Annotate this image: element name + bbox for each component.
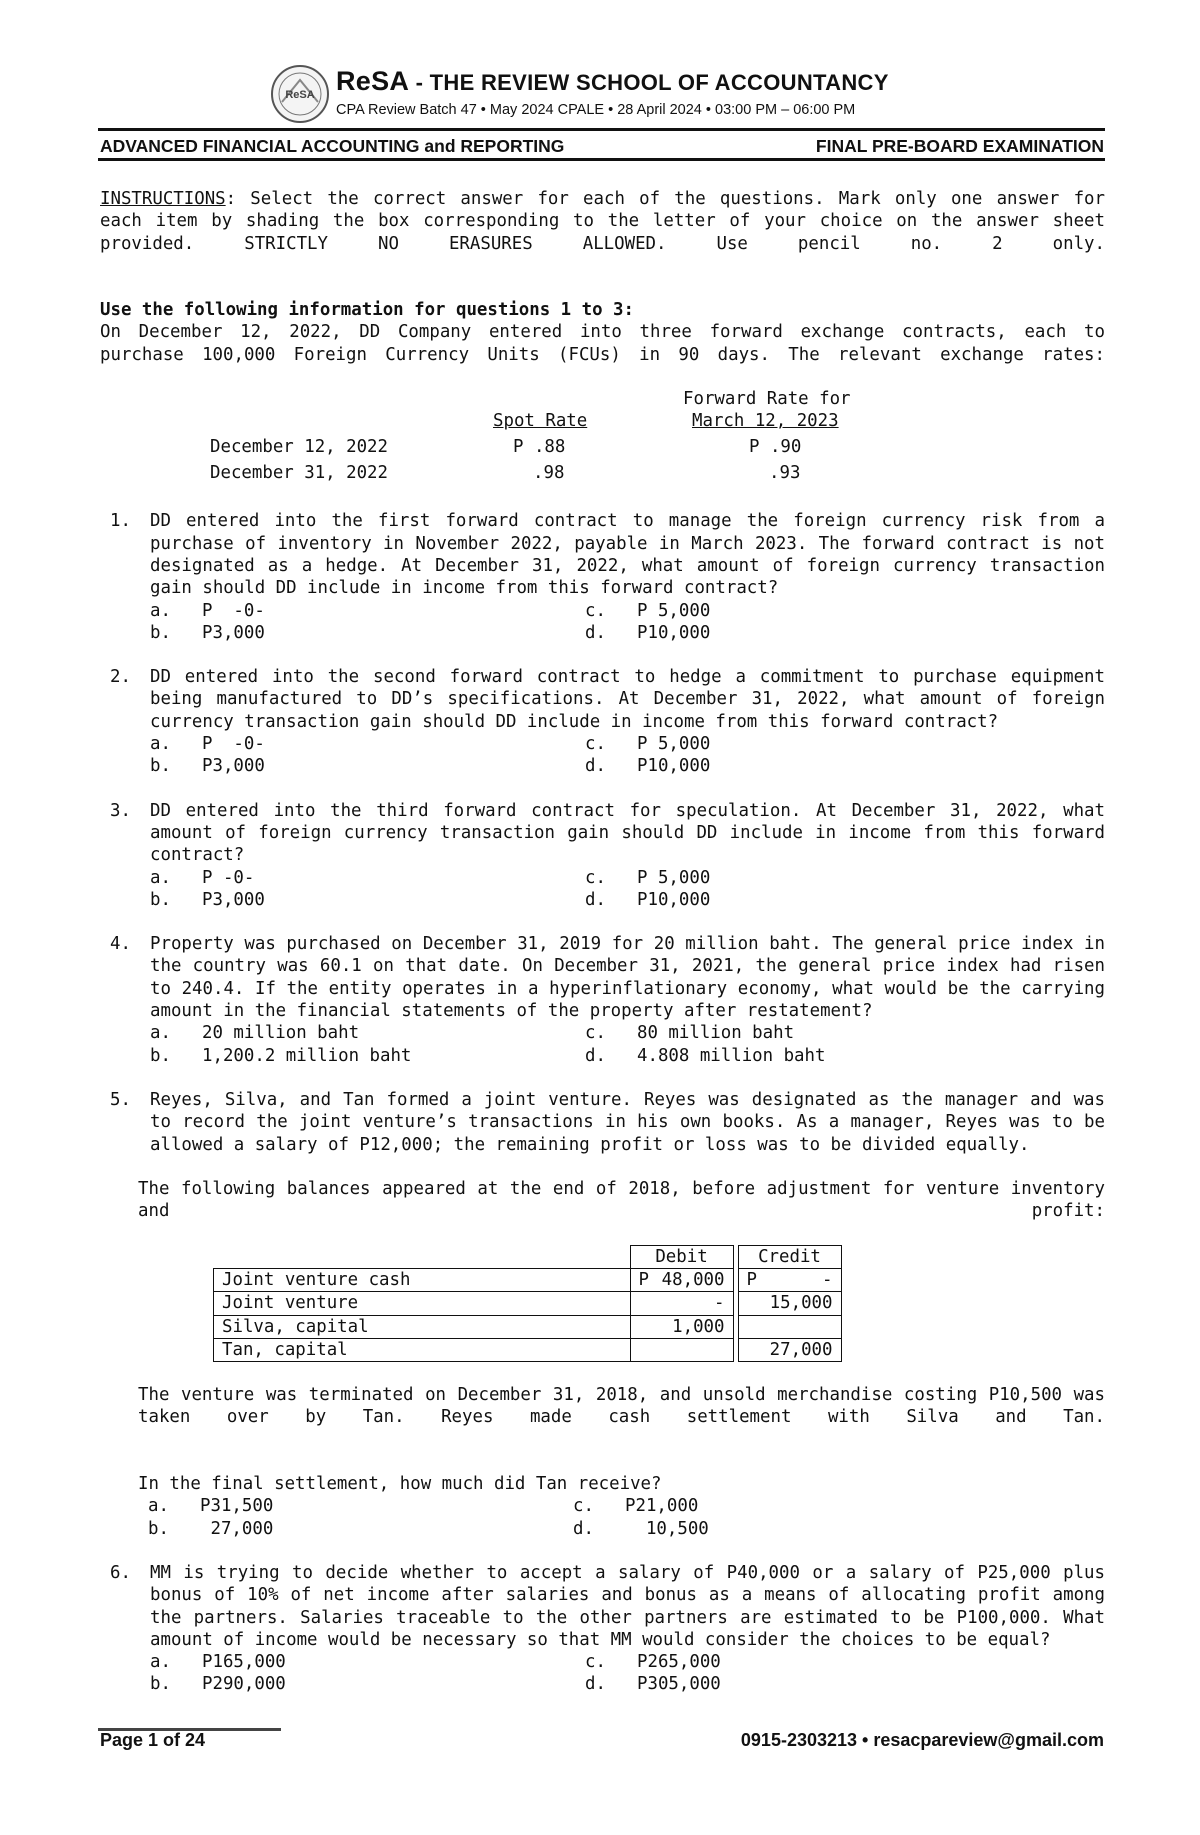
- page-number: Page 1 of 24: [100, 1730, 206, 1750]
- col-debit: Debit: [630, 1245, 733, 1268]
- answer-options: [150, 1651, 1105, 1696]
- balances-intro: The following balances appeared at the end of 2018, before adjustment for venture inventory and profit:: [138, 1178, 1105, 1222]
- option-b[interactable]: b. 27,000: [148, 1518, 274, 1539]
- logo-text: ReSA: [285, 89, 315, 101]
- question-text: Reyes, Silva, and Tan formed a joint venture. Reyes was designated as the manager and was to record the joint venture’s transactions in his own books. As a manager, Reyes was to be allowed a salary of P12,000; the remaining profit or loss was to be divided equally.: [150, 1089, 1105, 1155]
- question-text: DD entered into the second forward contract to hedge a commitment to purchase equipment being manufactured to DD’s specifications. At December 31, 2022, what amount of foreign currency transaction gain should DD include in income from this forward contract?: [150, 667, 1105, 732]
- table-row: Silva, capital 1,000: [214, 1315, 842, 1338]
- header-rule-bottom: [98, 158, 1105, 161]
- answer-options: [150, 867, 1105, 912]
- option-c[interactable]: c. P265,000: [585, 1652, 721, 1673]
- rate-row-spot: .98: [533, 463, 565, 484]
- option-a[interactable]: a. P -0-: [150, 734, 265, 755]
- question-number: 6.: [110, 1562, 131, 1583]
- subject-title: ADVANCED FINANCIAL ACCOUNTING and REPORTING: [100, 136, 565, 156]
- info-text: On December 12, 2022, DD Company entered into three forward exchange contracts, each to purchase 100,000 Foreign Currency Units (FCUs) in 90 days. The relevant exchange rates:: [100, 322, 1105, 365]
- answer-options: [150, 1022, 1105, 1067]
- answer-options: [148, 1495, 1105, 1540]
- option-c[interactable]: c. P 5,000: [585, 600, 711, 621]
- header-rule-top: [98, 128, 1105, 131]
- school-name: ReSA - THE REVIEW SCHOOL OF ACCOUNTANCY: [336, 66, 889, 96]
- question-number: 3.: [110, 800, 131, 821]
- question-6: [100, 1562, 1105, 1696]
- rate-row-forward: P .90: [749, 437, 802, 458]
- instructions: INSTRUCTIONS: Select the correct answer for each of the questions. Mark only one answer for each item by shading the box corresponding to the letter of your choice on the answer sheet provided. STRICTLY NO ERASURES ALLOWED. Use pencil no. 2 only.: [100, 189, 1105, 254]
- option-a[interactable]: a. 20 million baht: [150, 1023, 360, 1044]
- exam-content: [100, 188, 1105, 1696]
- option-b[interactable]: b. P3,000: [150, 756, 265, 777]
- question-text: DD entered into the first forward contract to manage the foreign currency risk from a purchase of inventory in November 2022, payable in March 2023. The forward contract is not designated as a hedge. At December 31, 2022, what amount of foreign currency transaction gain should DD include in income from this forward contract?: [150, 511, 1105, 599]
- question-text: MM is trying to decide whether to accept a salary of P40,000 or a salary of P25,000 plus bonus of 10% of net income after salaries and bonus as a means of allocating profit among the partners. Salaries traceable to the other partners are estimated to be P100,000. What amount of income would be necessary so that MM would consider the choices to be equal?: [150, 1562, 1105, 1650]
- info-heading: Use the following information for questions 1 to 3:: [100, 300, 634, 321]
- question-5-details: [100, 1178, 1105, 1540]
- col-forward-rate: March 12, 2023: [692, 411, 839, 432]
- option-a[interactable]: a. P165,000: [150, 1652, 286, 1673]
- question-4: [100, 933, 1105, 1067]
- option-b[interactable]: b. P3,000: [150, 622, 265, 643]
- option-c[interactable]: c. 80 million baht: [585, 1023, 795, 1044]
- termination-text: The venture was terminated on December 31, 2018, and unsold merchandise costing P10,500 was taken over by Tan. Reyes made cash settlement with Silva and Tan.: [138, 1385, 1105, 1428]
- option-d[interactable]: d. P10,000: [585, 756, 711, 777]
- option-a[interactable]: a. P31,500: [148, 1496, 274, 1517]
- option-b[interactable]: b. P290,000: [150, 1674, 286, 1695]
- question-text: Property was purchased on December 31, 2019 for 20 million baht. The general price index in the country was 60.1 on that date. On December 31, 2021, the general price index had risen to 240.4. If the entity operates in a hyperinflationary economy, what would be the carrying amount in the financial statements of the property after restatement?: [150, 934, 1105, 1022]
- option-d[interactable]: d. 10,500: [573, 1518, 709, 1539]
- table-row: Joint venture - 15,000: [214, 1292, 842, 1315]
- question-number: 1.: [110, 511, 131, 532]
- table-row: Tan, capital 27,000: [214, 1338, 842, 1361]
- question-number: 4.: [110, 934, 131, 955]
- option-a[interactable]: a. P -0-: [150, 867, 255, 888]
- contact-info: 0915-2303213 • resacpareview@gmail.com: [740, 1730, 1104, 1750]
- table-row: Joint venture cash P 48,000 P -: [214, 1268, 842, 1291]
- question-5: [100, 1089, 1105, 1156]
- col-spot-rate: Spot Rate: [493, 411, 588, 432]
- question-number: 2.: [110, 667, 131, 688]
- question-text: DD entered into the third forward contract for speculation. At December 31, 2022, what amount of foreign currency transaction gain should DD include in income from this forward contract?: [150, 800, 1105, 866]
- option-d[interactable]: d. P305,000: [585, 1674, 721, 1695]
- exam-title: FINAL PRE-BOARD EXAMINATION: [815, 136, 1104, 156]
- option-b[interactable]: b. P3,000: [150, 889, 265, 910]
- question-2: [100, 666, 1105, 777]
- option-d[interactable]: d. P10,000: [585, 622, 711, 643]
- option-c[interactable]: c. P 5,000: [585, 734, 711, 755]
- rate-row-forward: .93: [769, 463, 801, 484]
- question-number: 5.: [110, 1089, 131, 1110]
- option-d[interactable]: d. P10,000: [585, 889, 711, 910]
- col-credit: Credit: [738, 1245, 841, 1268]
- resa-logo: [270, 64, 330, 124]
- option-d[interactable]: d. 4.808 million baht: [585, 1045, 826, 1066]
- rate-row-spot: P .88: [513, 437, 566, 458]
- option-c[interactable]: c. P 5,000: [585, 867, 711, 888]
- col-forward-top: Forward Rate for: [683, 389, 851, 410]
- joint-venture-balances-table: [213, 1245, 842, 1362]
- question-1: [100, 510, 1105, 644]
- answer-options: [150, 600, 1105, 645]
- rate-row-date: December 31, 2022: [210, 463, 388, 484]
- exchange-rate-table: [100, 388, 1105, 502]
- review-batch-info: CPA Review Batch 47 • May 2024 CPALE • 28 April 2024 • 03:00 PM – 06:00 PM: [336, 102, 856, 118]
- rate-row-date: December 12, 2022: [210, 437, 388, 458]
- option-b[interactable]: b. 1,200.2 million baht: [150, 1045, 412, 1066]
- option-c[interactable]: c. P21,000: [573, 1496, 699, 1517]
- question-3: [100, 800, 1105, 911]
- answer-options: [150, 733, 1105, 778]
- final-question: In the final settlement, how much did Tan receive?: [138, 1474, 662, 1495]
- option-a[interactable]: a. P -0-: [150, 600, 265, 621]
